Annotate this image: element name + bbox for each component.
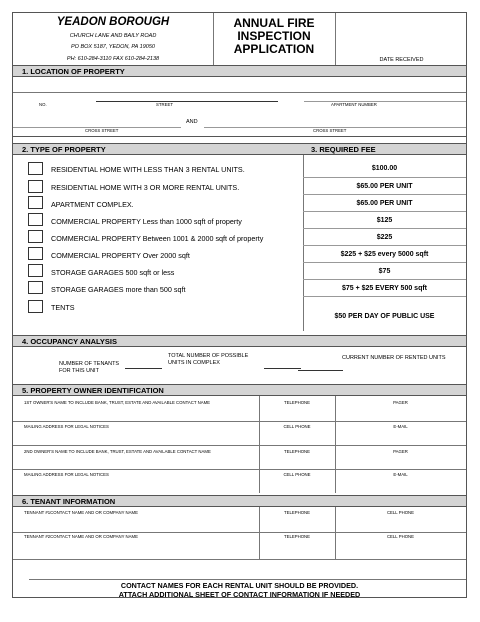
rented-units-label: CURRENT NUMBER OF RENTED UNITS — [342, 355, 446, 361]
form-title — [213, 17, 335, 56]
form-title-line: ANNUAL FIRE — [233, 16, 315, 30]
label-line: FOR THIS UNIT — [59, 367, 99, 374]
owner-1-mailing-label: MAILING ADDRESS FOR LEGAL NOTICES — [24, 424, 109, 429]
property-checkbox[interactable] — [28, 162, 43, 175]
footer-line: ATTACH ADDITIONAL SHEET OF CONTACT INFORMATION IF NEEDED — [118, 590, 361, 599]
label-line: NUMBER OF TENANTS — [59, 361, 120, 367]
owner-1-name-label: 1ST OWNER'S NAME TO INCLUDE BANK, TRUST, ESTATE AND AVAILABLE CONTACT NAME — [24, 400, 211, 405]
property-fee: $100.00 — [371, 165, 398, 172]
possible-units-label — [168, 353, 248, 366]
org-phone-fax: PH: 610-284-3110 FAX 610-284-2138 — [66, 56, 160, 62]
row-divider — [13, 445, 466, 446]
org-address-line-2: PO BOX 5187, YEDON, PA 19050 — [71, 44, 155, 50]
label-line: UNITS IN COMPLEX — [168, 359, 220, 366]
tenant-2-cell-label: CELL PHONE — [386, 534, 415, 539]
street-input[interactable] — [96, 101, 278, 102]
row-divider — [13, 559, 466, 560]
type-of-property-heading: 2. TYPE OF PROPERTY — [22, 145, 106, 154]
tenant-1-telephone-label: TELEPHONE — [283, 510, 311, 515]
form-title-line: INSPECTION — [237, 29, 311, 43]
property-fee: $65.00 PER UNIT — [356, 200, 413, 207]
owner-2-mailing-label: MAILING ADDRESS FOR LEGAL NOTICES — [24, 472, 109, 477]
footer-divider — [29, 579, 466, 580]
property-fee: $75 + $25 EVERY 500 sqft — [341, 285, 428, 292]
owner-2-cell-label: CELL PHONE — [283, 472, 311, 477]
street-label: STREET — [156, 102, 173, 107]
property-checkbox[interactable] — [28, 196, 43, 209]
owner-1-cell-label: CELL PHONE — [283, 424, 311, 429]
property-label: TENTS — [51, 303, 75, 312]
property-label: STORAGE GARAGES 500 sqft or less — [51, 268, 175, 277]
property-fee: $225 — [376, 234, 393, 241]
rented-units-input[interactable] — [298, 370, 343, 371]
owner-1-pager-label: PAGER — [393, 400, 408, 405]
fee-divider — [303, 296, 466, 297]
fee-divider — [303, 194, 466, 195]
property-checkbox[interactable] — [28, 300, 43, 313]
footer-notice — [13, 581, 466, 599]
section-occupancy-heading: 4. OCCUPANCY ANALYSIS — [13, 335, 466, 347]
fee-divider — [303, 262, 466, 263]
row-divider — [13, 532, 466, 533]
tenant-1-cell-label: CELL PHONE — [386, 510, 415, 515]
section-property-heading — [13, 143, 466, 155]
property-label: RESIDENTIAL HOME WITH 3 OR MORE RENTAL UNITS. — [51, 183, 240, 192]
owner-2-pager-label: PAGER — [393, 449, 408, 454]
section-tenant-heading: 6. TENANT INFORMATION — [13, 495, 466, 507]
property-checkbox[interactable] — [28, 247, 43, 260]
owner-2-email-label: E-MAIL — [393, 472, 408, 477]
possible-units-input[interactable] — [264, 368, 301, 369]
tenant-2-name-label: TENNANT #2CONTACT NAME AND OR COMPANY NAME — [24, 534, 138, 539]
property-checkbox[interactable] — [28, 281, 43, 294]
tenants-for-unit-label — [59, 361, 119, 374]
section-location-heading: 1. LOCATION OF PROPERTY — [13, 65, 466, 77]
fee-divider — [303, 228, 466, 229]
property-fee: $75 — [378, 268, 391, 275]
fee-divider — [303, 177, 466, 178]
required-fee-heading: 3. REQUIRED FEE — [311, 145, 376, 154]
fee-divider — [303, 245, 466, 246]
cross-street-label: CROSS STREET — [85, 128, 119, 133]
no-label: NO. — [39, 102, 47, 107]
property-fee: $65.00 PER UNIT — [356, 183, 413, 190]
tenant-1-name-label: TENNANT #1CONTACT NAME AND OR COMPANY NAME — [24, 510, 138, 515]
property-checkbox[interactable] — [28, 180, 43, 193]
owner-2-name-label: 2ND OWNER'S NAME TO INCLUDE BANK, TRUST, ESTATE AND AVAILABLE CONTACT NAME — [24, 449, 211, 454]
apartment-number-label: APARTMENT NUMBER — [331, 102, 377, 107]
owner-1-telephone-label: TELEPHONE — [283, 400, 311, 405]
date-received-label: DATE RECEIVED — [379, 57, 424, 63]
owner-1-email-label: E-MAIL — [393, 424, 408, 429]
org-name: YEADON BOROUGH — [56, 16, 170, 28]
cross-street-label: CROSS STREET — [313, 128, 347, 133]
section-owner-heading: 5. PROPERTY OWNER IDENTIFICATION — [13, 384, 466, 396]
footer-line: CONTACT NAMES FOR EACH RENTAL UNIT SHOULD BE PROVIDED. — [120, 581, 359, 590]
property-label: RESIDENTIAL HOME WITH LESS THAN 3 RENTAL UNITS. — [51, 165, 245, 174]
fee-divider — [303, 279, 466, 280]
and-label: AND — [186, 119, 198, 125]
apartment-input[interactable] — [304, 101, 466, 102]
owner-2-telephone-label: TELEPHONE — [283, 449, 311, 454]
row-divider — [13, 469, 466, 470]
tenant-2-telephone-label: TELEPHONE — [283, 534, 311, 539]
form-title-line: APPLICATION — [233, 42, 315, 56]
label-line: TOTAL NUMBER OF POSSIBLE — [168, 353, 249, 359]
property-fee: $50 PER DAY OF PUBLIC USE — [334, 313, 435, 320]
property-label: APARTMENT COMPLEX. — [51, 200, 134, 209]
divider — [13, 136, 466, 137]
row-divider — [13, 421, 466, 422]
application-form — [12, 12, 467, 598]
tenants-for-unit-input[interactable] — [125, 368, 162, 369]
property-label: COMMERCIAL PROPERTY Over 2000 sqft — [51, 251, 190, 260]
fee-divider — [303, 211, 466, 212]
property-checkbox[interactable] — [28, 264, 43, 277]
property-fee: $125 — [376, 217, 393, 224]
property-fee: $225 + $25 every 5000 sqft — [340, 251, 429, 258]
property-checkbox[interactable] — [28, 213, 43, 226]
property-label: COMMERCIAL PROPERTY Between 1001 & 2000 sqft of property — [51, 234, 264, 243]
org-address-line-1: CHURCH LANE AND BAILY ROAD — [69, 33, 157, 39]
fee-column-divider — [303, 155, 304, 331]
property-checkbox[interactable] — [28, 230, 43, 243]
divider — [13, 92, 466, 93]
property-label: STORAGE GARAGES more than 500 sqft — [51, 285, 186, 294]
property-label: COMMERCIAL PROPERTY Less than 1000 sqft of property — [51, 217, 242, 226]
